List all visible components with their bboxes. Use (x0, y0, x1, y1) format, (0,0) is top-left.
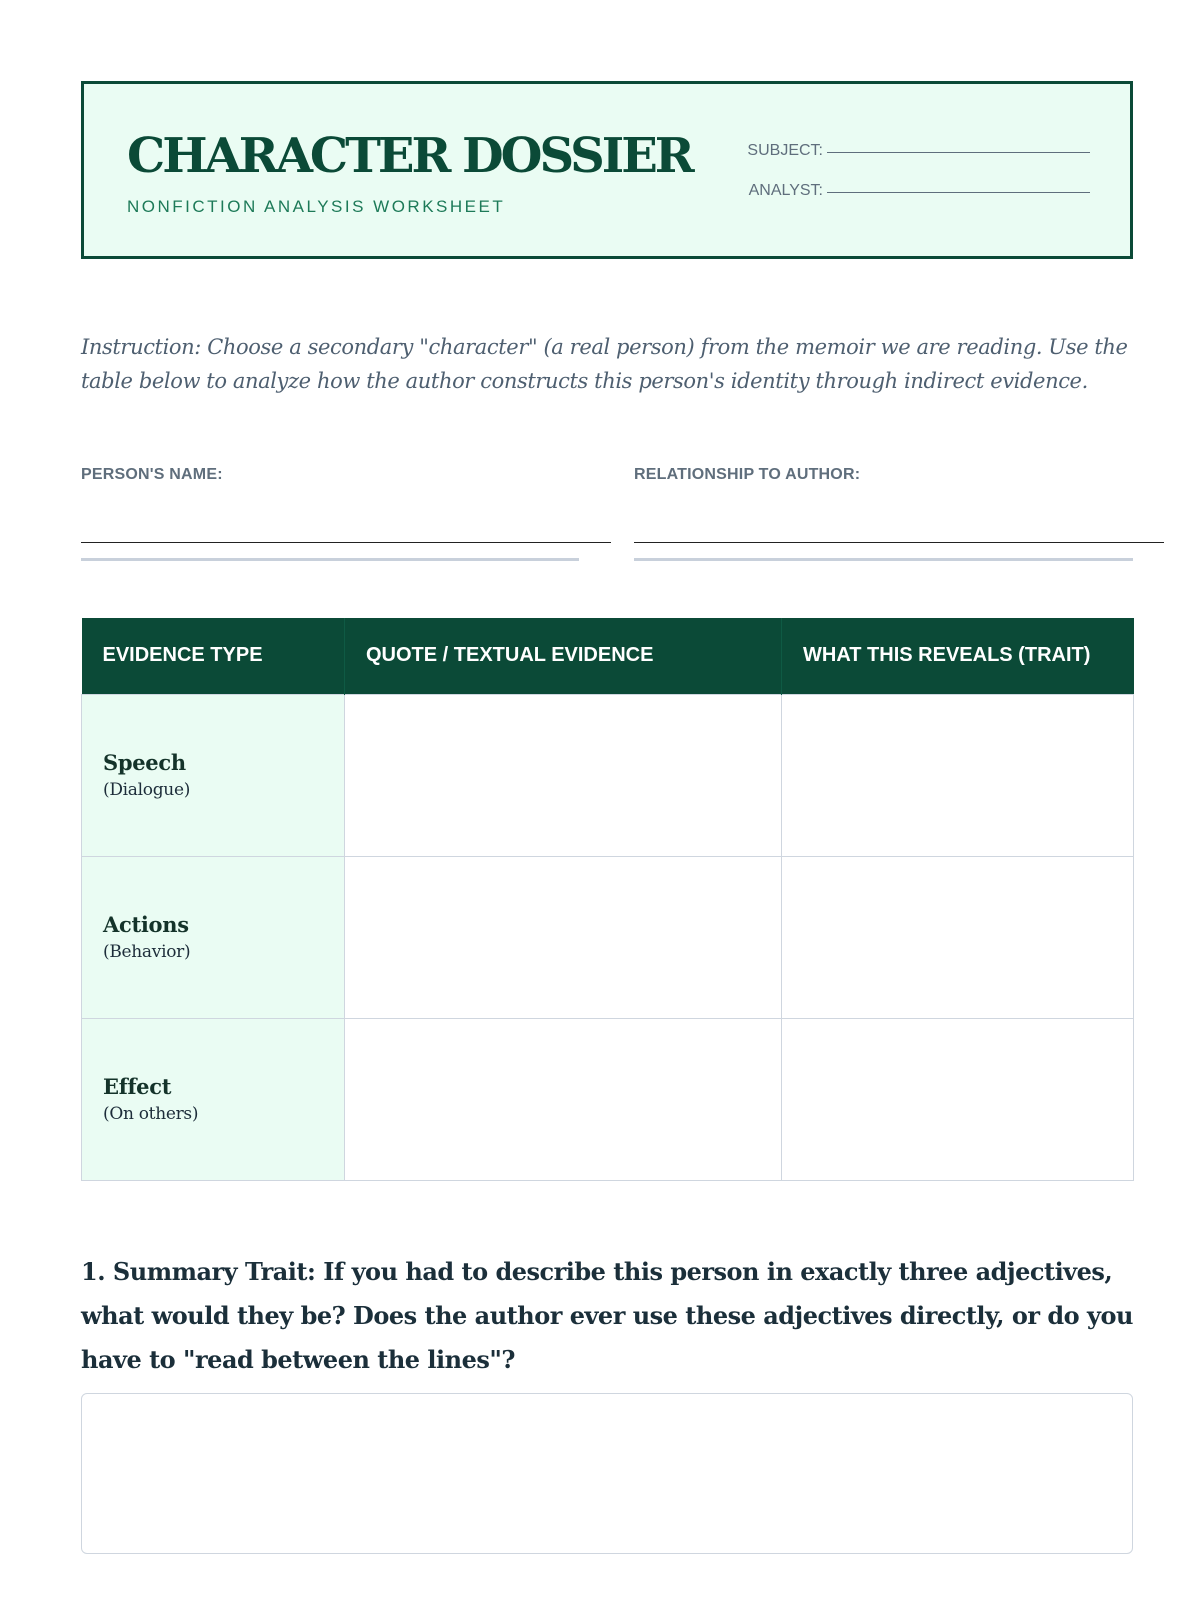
evidence-type-name: Speech (103, 750, 186, 775)
evidence-type-name: Effect (103, 1074, 172, 1099)
person-name-blank-line[interactable] (81, 542, 611, 543)
quote-cell[interactable] (345, 856, 782, 1018)
header-trait: WHAT THIS REVEALS (TRAIT) (782, 618, 1134, 694)
table-row (82, 694, 1134, 856)
page-title: CHARACTER DOSSIER (127, 128, 692, 184)
trait-cell[interactable] (782, 694, 1134, 856)
evidence-type-name: Actions (103, 912, 189, 937)
trait-cell[interactable] (782, 1018, 1134, 1180)
analyst-blank-line[interactable] (827, 191, 1090, 193)
quote-cell[interactable] (345, 1018, 782, 1180)
quote-cell[interactable] (345, 694, 782, 856)
subject-label: SUBJECT: (747, 142, 823, 159)
dossier-header (81, 81, 1133, 259)
table-row (82, 856, 1134, 1018)
trait-cell[interactable] (782, 856, 1134, 1018)
relationship-label: RELATIONSHIP TO AUTHOR: (634, 466, 861, 483)
question-1-answer-box[interactable] (81, 1393, 1133, 1554)
evidence-type-cell (82, 694, 345, 856)
evidence-type-sub: (Dialogue) (103, 780, 191, 800)
table-header-row (82, 618, 1134, 694)
table-row (82, 1018, 1134, 1180)
relationship-underline (634, 558, 1133, 561)
person-name-underline (81, 558, 579, 561)
subject-field[interactable] (747, 142, 1090, 160)
header-quote: QUOTE / TEXTUAL EVIDENCE (345, 618, 782, 694)
subject-blank-line[interactable] (827, 151, 1090, 153)
person-name-label: PERSON'S NAME: (81, 466, 223, 483)
relationship-blank-line[interactable] (634, 542, 1164, 543)
instruction-text: Instruction: Choose a secondary "character" (a real person) from the memoir we are reading. Use the table below to analyze how the author constructs this person's identity through indirect evidence. (81, 335, 1128, 393)
analyst-label: ANALYST: (748, 182, 823, 199)
evidence-type-sub: (Behavior) (103, 942, 191, 962)
page-subtitle: NONFICTION ANALYSIS WORKSHEET (127, 197, 506, 216)
header-evidence-type: EVIDENCE TYPE (82, 618, 345, 694)
relationship-field[interactable] (634, 466, 860, 484)
evidence-type-cell (82, 1018, 345, 1180)
analyst-field[interactable] (749, 182, 1090, 200)
question-1: 1. Summary Trait: If you had to describe this person in exactly three adjectives, what would they be? Does the author ever use these adjectives directly, or do you have to "read between the lines"? (81, 1257, 1133, 1374)
evidence-table (81, 618, 1134, 1181)
evidence-type-sub: (On others) (103, 1104, 199, 1124)
evidence-type-cell (82, 856, 345, 1018)
person-name-field[interactable] (81, 466, 223, 484)
